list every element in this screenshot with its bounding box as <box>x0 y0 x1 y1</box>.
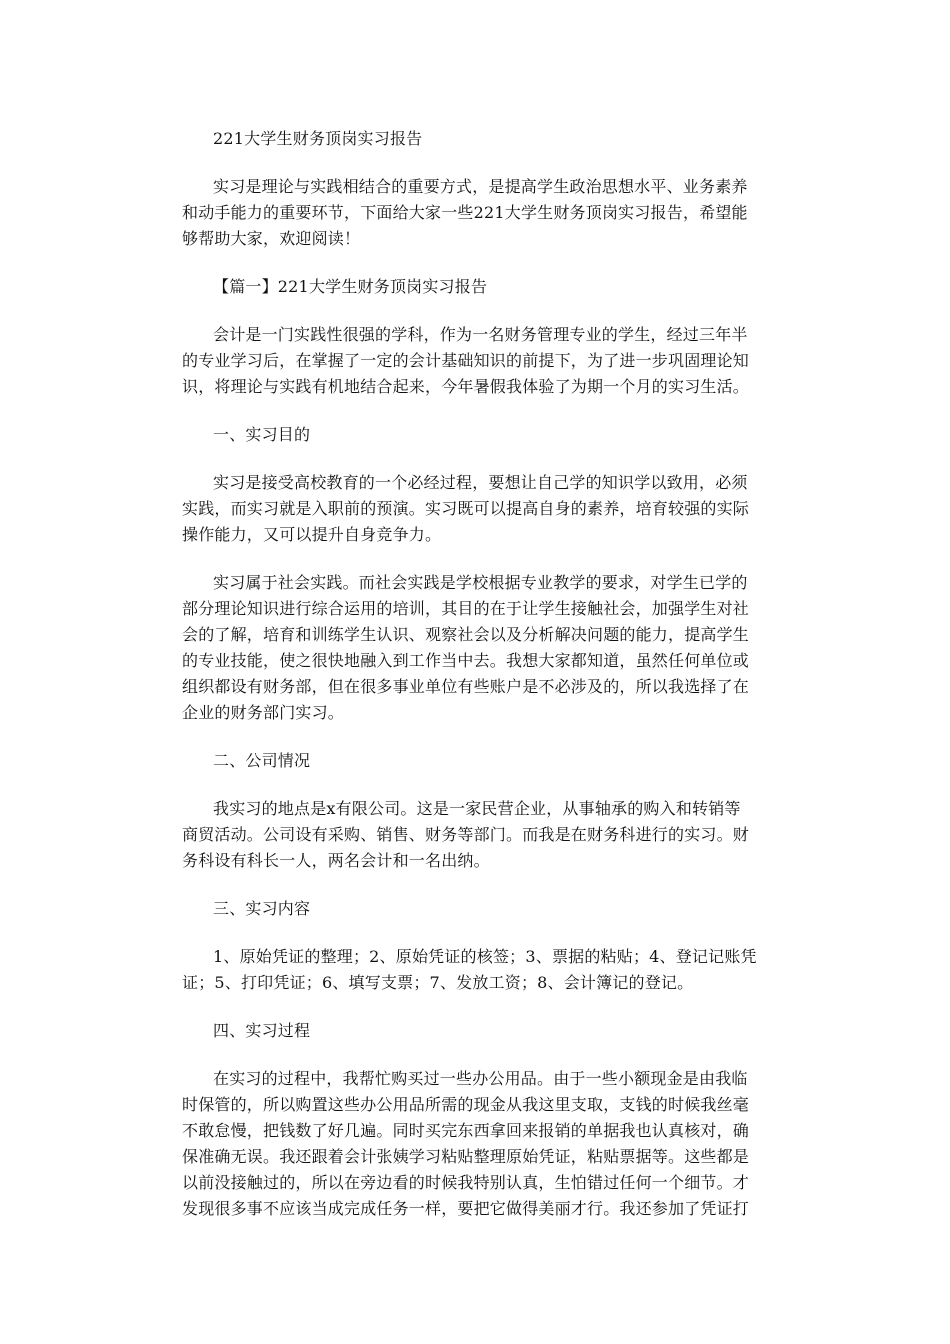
paragraph-line: 以前没接触过的，所以在旁边看的时候我特别认真，生怕错过任何一个细节。才 <box>182 1173 750 1192</box>
paragraph-line: 我实习的地点是x有限公司。这是一家民营企业，从事轴承的购入和转销等 <box>213 799 741 818</box>
paragraph-line: 的专业技能，使之很快地融入到工作当中去。我想大家都知道，虽然任何单位或 <box>182 651 750 670</box>
paragraph-line: 务科设有科长一人，两名会计和一名出纳。 <box>182 851 490 870</box>
section-heading: 【篇一】221大学生财务顶岗实习报告 <box>213 277 488 296</box>
paragraph-line: 实践，而实习就是入职前的预演。实习既可以提高自身的素养，培育较强的实际 <box>182 499 750 518</box>
paragraph-line: 部分理论知识进行综合运用的培训，其目的在于让学生接触社会，加强学生对社 <box>182 599 750 618</box>
section-heading: 四、实习过程 <box>213 1021 311 1040</box>
paragraph-line: 保准确无误。我还跟着会计张姨学习粘贴整理原始凭证，粘贴票据等。这些都是 <box>182 1147 750 1166</box>
paragraph-line: 操作能力，又可以提升自身竞争力。 <box>182 525 442 544</box>
paragraph-line: 实习是接受高校教育的一个必经过程，要想让自己学的知识学以致用，必须 <box>213 473 748 492</box>
paragraph-line: 商贸活动。公司设有采购、销售、财务等部门。而我是在财务科进行的实习。财 <box>182 825 750 844</box>
paragraph-line: 会计是一门实践性很强的学科，作为一名财务管理专业的学生，经过三年半 <box>213 325 748 344</box>
paragraph-line: 时保管的，所以购置这些办公用品所需的现金从我这里支取，支钱的时候我丝毫 <box>182 1095 750 1114</box>
section-heading: 三、实习内容 <box>213 899 311 918</box>
paragraph-line: 发现很多事不应该当成完成任务一样，要把它做得美丽才行。我还参加了凭证打 <box>182 1199 750 1218</box>
paragraph-line: 不敢怠慢，把钱数了好几遍。同时买完东西拿回来报销的单据我也认真核对，确 <box>182 1121 750 1140</box>
paragraph-line: 证；5、打印凭证；6、填写支票；7、发放工资；8、会计簿记的登记。 <box>182 973 694 992</box>
section-heading: 一、实习目的 <box>213 425 311 444</box>
paragraph-line: 组织都设有财务部，但在很多事业单位有些账户是不必涉及的，所以我选择了在 <box>182 677 750 696</box>
paragraph-line: 够帮助大家，欢迎阅读！ <box>182 229 361 248</box>
paragraph-line: 会的了解，培育和训练学生认识、观察社会以及分析解决问题的能力，提高学生 <box>182 625 750 644</box>
document-title: 221大学生财务顶岗实习报告 <box>213 129 423 148</box>
paragraph-line: 1、原始凭证的整理；2、原始凭证的核签；3、票据的粘贴；4、登记记账凭 <box>213 947 757 966</box>
section-heading: 二、公司情况 <box>213 751 311 770</box>
paragraph-line: 识，将理论与实践有机地结合起来，今年暑假我体验了为期一个月的实习生活。 <box>182 377 750 396</box>
paragraph-line: 的专业学习后，在掌握了一定的会计基础知识的前提下，为了进一步巩固理论知 <box>182 351 750 370</box>
paragraph-line: 实习属于社会实践。而社会实践是学校根据专业教学的要求，对学生已学的 <box>213 573 748 592</box>
paragraph-line: 在实习的过程中，我帮忙购买过一些办公用品。由于一些小额现金是由我临 <box>213 1069 748 1088</box>
paragraph-line: 实习是理论与实践相结合的重要方式，是提高学生政治思想水平、业务素养 <box>213 177 748 196</box>
paragraph-line: 和动手能力的重要环节，下面给大家一些221大学生财务顶岗实习报告，希望能 <box>182 203 748 222</box>
paragraph-line: 企业的财务部门实习。 <box>182 703 345 722</box>
